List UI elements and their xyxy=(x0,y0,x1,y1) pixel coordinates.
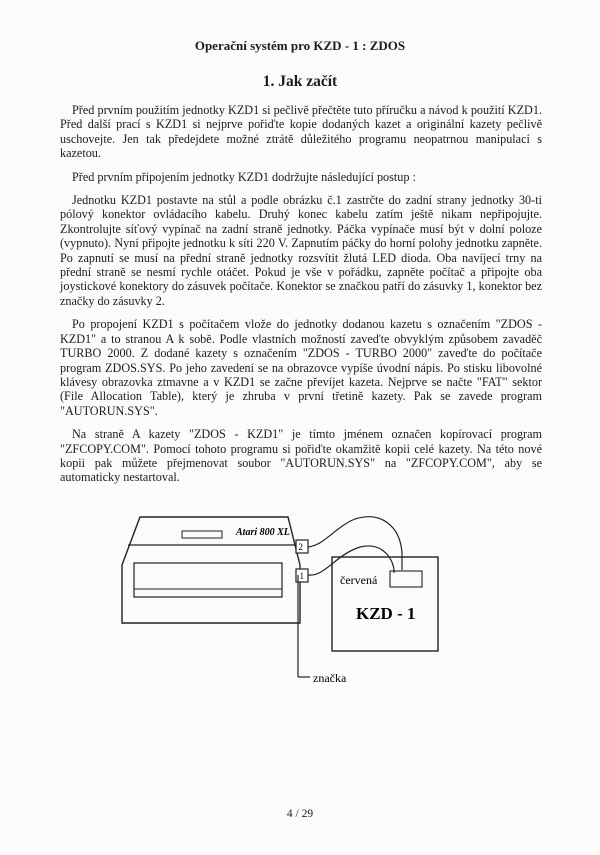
body-text xyxy=(60,103,542,494)
paragraph-setup: Jednotku KZD1 postavte na stůl a podle obrázku č.1 zastrčte do zadní strany jednotky 30-ti pólový konektor ovládacího kabelu. Druhý konec kabelu zatím ještě nikam nepřipojujte. Zkontrolujte síťový vypínač na zadní straně jednotky. Páčka vypínače musí být v dolní poloze (vypnuto). Nyní připojte jednotku k síti 220 V. Zapnutím páčky do horní polohy jednotku zapněte. Po zapnutí se musí na přední straně jednotky rozsvítit žlutá LED dioda. Oba navíjecí trny na přední straně se nesmí rychle otáčet. Pokud je vše v pořádku, zapněte počítač a připojte oba joystickové konektory do zásuvek počítače. Konektor se značkou patří do zásuvky 1, konektor bez značky do zásuvky 2. xyxy=(60,193,542,308)
cable-label: červená xyxy=(340,573,378,587)
paragraph-copy: Na straně A kazety "ZDOS - KZD1" je tímto jménem označen kopírovací program "ZFCOPY.COM". Pomocí tohoto programu si pořiďte okamžitě kopii celé kazety. Na této nové kopii pak můžete přejmenovat soubor "AUTORUN.SYS" na "ZFCOPY.COM", aby se automaticky nestartoval. xyxy=(60,427,542,485)
marker-label: značka xyxy=(313,671,347,685)
cable-port-1 xyxy=(308,546,394,575)
paragraph-procedure-lead: Před prvním připojením jednotky KZD1 dodržujte následující postup : xyxy=(72,169,416,184)
computer-slot xyxy=(182,531,222,538)
kzd-unit-label: KZD - 1 xyxy=(356,604,416,623)
paragraph-loading: Po propojení KZD1 s počítačem vlože do jednotky dodanou kazetu s označením "ZDOS - KZD1" a to stranou A k sobě. Podle vlastních možností zaveďte obvyklým způsobem zavaděč TURBO 2000. Z dodané kazety s označením "ZDOS - TURBO 2000" zaveďte do počítače program ZDOS.SYS. Po jeho zavedení se na obrazovce vypíše úvodní nápis. Po stisku libovolné klávesy obrazovka ztmavne a v KZD1 se začne převíjet kazeta. Nejprve se načte "FAT" sektor (File Allocation Table), který je zhruba v první třetině kazety. Pak se zavede program "AUTORUN.SYS". xyxy=(60,317,542,418)
computer-label: Atari 800 XL xyxy=(236,527,290,538)
computer-keyboard xyxy=(134,563,282,597)
connection-diagram xyxy=(110,505,440,705)
cable-port-2 xyxy=(308,517,402,570)
port-1-label: 1 xyxy=(299,571,304,581)
port-2-label: 2 xyxy=(298,542,303,552)
page-header: Operační systém pro KZD - 1 : ZDOS xyxy=(194,38,406,53)
kzd-connector xyxy=(390,571,422,587)
paragraph-intro: Před prvním použitím jednotky KZD1 si pečlivě přečtěte tuto příručku a návod k použití KZD1. Před další prací s KZD1 si nejprve pořiďte kopie dodaných kazet a originální kazety pečlivě uschovejte. Jen tak předejdete možné ztrátě důležitého programu neopatrnou manipulací s kazetou. xyxy=(60,103,542,161)
chapter-title: 1. Jak začít xyxy=(262,73,338,90)
page-number: 4 / 29 xyxy=(286,808,314,820)
